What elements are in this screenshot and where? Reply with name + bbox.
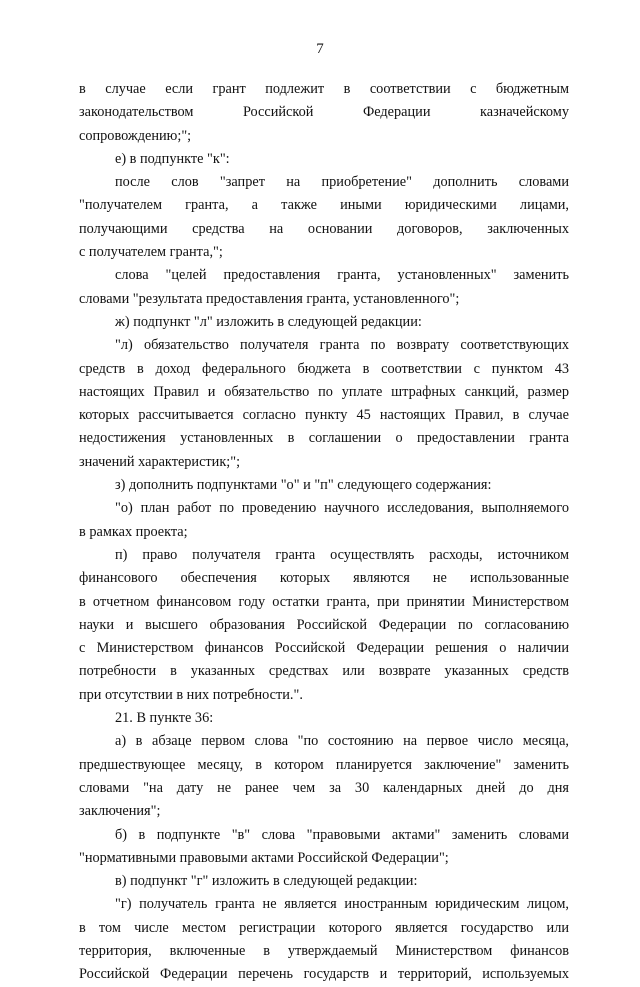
paragraph <box>79 707 569 730</box>
paragraph <box>79 264 569 311</box>
text-line: "г) получатель гранта не является иностранным юридическим лицом, <box>115 896 569 913</box>
paragraph <box>79 870 569 893</box>
text-line: слова "целей предоставления гранта, установленных" заменить <box>115 267 569 284</box>
text-line: настоящих Правил и обязательство по уплате штрафных санкций, размер <box>79 383 569 400</box>
text-line: е) в подпункте "к": <box>115 150 230 167</box>
paragraph <box>79 474 569 497</box>
text-line: значений характеристик;"; <box>79 453 241 470</box>
text-line: в случае если грант подлежит в соответствии с бюджетным <box>79 81 569 97</box>
text-line: 21. В пункте 36: <box>115 710 214 727</box>
text-line: в отчетном финансовом году остатки гранта, при принятии Министерством <box>79 593 569 610</box>
text-line: науки и высшего образования Российской Федерации по согласованию <box>79 616 569 633</box>
text-line: в) подпункт "г" изложить в следующей редакции: <box>115 873 418 890</box>
text-line: территория, включенные в утверждаемый Министерством финансов <box>79 942 569 959</box>
text-line: с получателем гранта,"; <box>79 244 223 261</box>
paragraph <box>79 148 569 171</box>
text-line: при отсутствии в них потребности.". <box>79 686 303 703</box>
text-line: а) в абзаце первом слова "по состоянию на первое число месяца, <box>115 733 569 750</box>
text-line: законодательством Российской Федерации казначейскому <box>79 104 569 121</box>
text-line: недостижения установленных в соглашении о предоставлении гранта <box>79 430 569 447</box>
text-line: словами "результата предоставления гранта, установленного"; <box>79 290 460 307</box>
text-line: в том числе местом регистрации которого является государство или <box>79 919 569 936</box>
text-line: потребности в указанных средствах или возврате указанных средств <box>79 663 569 680</box>
text-line: "нормативными правовыми актами Российской Федерации"; <box>79 849 449 866</box>
text-line: получающими средства на основании договоров, заключенных <box>79 220 569 237</box>
text-line: с Министерством финансов Российской Федерации решения о наличии <box>79 640 569 657</box>
text-line: предшествующее месяцу, в котором планируется заключение" заменить <box>79 756 569 773</box>
text-line: заключения"; <box>79 803 161 820</box>
text-line: п) право получателя гранта осуществлять расходы, источником <box>115 546 569 563</box>
page-number: 7 <box>316 41 324 57</box>
text-line: "о) план работ по проведению научного исследования, выполняемого <box>115 500 569 517</box>
text-line: Российской Федерации перечень государств и территорий, используемых <box>79 966 569 983</box>
text-line: "л) обязательство получателя гранта по возврату соответствующих <box>115 337 569 354</box>
text-line: "получателем гранта, а также иными юридическими лицами, <box>79 197 569 214</box>
text-line: словами "на дату не ранее чем за 30 календарных дней до дня <box>79 779 569 796</box>
text-line: которых рассчитывается согласно пункту 45 настоящих Правил, в случае <box>79 407 569 424</box>
paragraph <box>79 824 569 871</box>
paragraph <box>79 78 569 148</box>
text-line: финансового обеспечения которых являются не использованные <box>79 570 569 587</box>
paragraph <box>79 730 569 823</box>
text-line: ж) подпункт "л" изложить в следующей редакции: <box>115 313 422 330</box>
paragraph <box>79 497 569 544</box>
paragraph <box>79 311 569 334</box>
document-body <box>79 78 569 987</box>
text-line: после слов "запрет на приобретение" дополнить словами <box>115 174 569 191</box>
paragraph <box>79 893 569 986</box>
text-line: б) в подпункте "в" слова "правовыми актами" заменить словами <box>115 826 569 843</box>
paragraph <box>79 334 569 474</box>
text-line: сопровождению;"; <box>79 127 192 144</box>
paragraph <box>79 544 569 707</box>
text-line: з) дополнить подпунктами "о" и "п" следующего содержания: <box>115 477 492 494</box>
text-line: в рамках проекта; <box>79 523 188 540</box>
paragraph <box>79 171 569 264</box>
text-line: средств в доход федерального бюджета в соответствии с пунктом 43 <box>79 360 569 377</box>
